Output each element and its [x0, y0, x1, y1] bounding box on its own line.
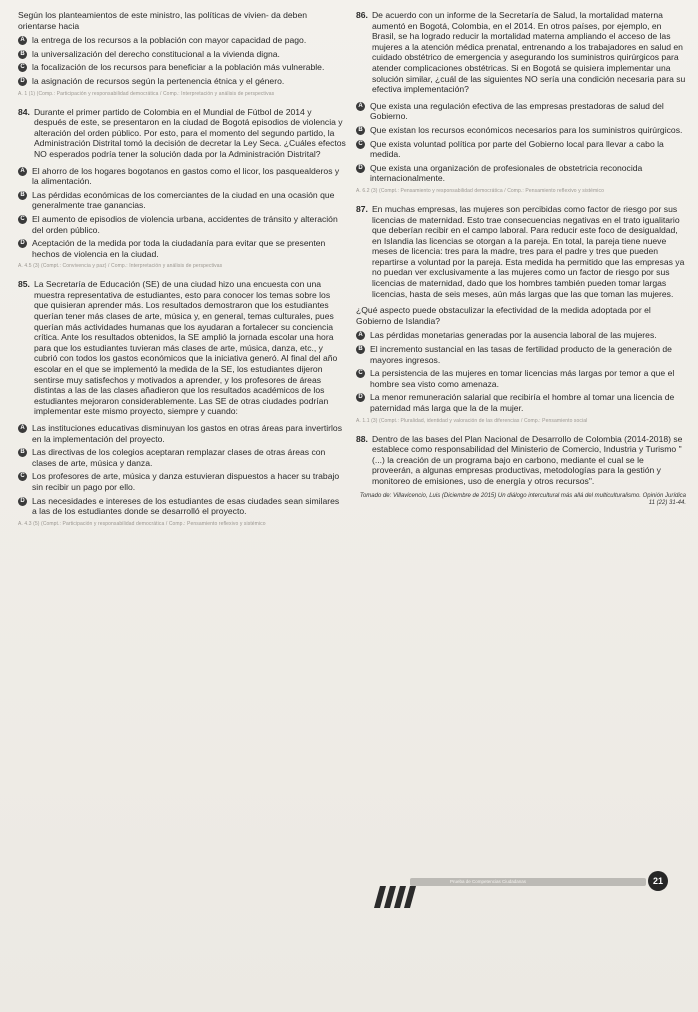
question-text: Dentro de las bases del Plan Nacional de Desarrollo de Colombia (2014-2018) se establece como responsabilidad del Ministerio de Comercio, Industria y Turismo "(...) la creación de un programa bajo en carbono, mediante el cual se le proveerán, a algunas empresas productivas, metodologías para la gestión y monitoreo de emisiones, uso de energía y otros recursos".	[371, 433, 683, 486]
footer-bar	[410, 878, 646, 886]
option-b-marker: B	[356, 126, 365, 135]
option-d[interactable]: D Aceptación de la medida por toda la ciudadanía para evitar que se presenten hechos de violencia en la ciudad.	[18, 238, 346, 259]
option-d-marker: D	[18, 239, 27, 248]
option-b[interactable]: B El incremento sustancial en las tasas de fertilidad producto de la generación de mayores ingresos.	[356, 344, 686, 365]
option-a[interactable]: A Que exista una regulación efectiva de las empresas prestadoras de salud del Gobierno.	[356, 101, 686, 122]
question-number: 84.	[18, 106, 30, 117]
page-number: 21	[648, 871, 668, 891]
question-84	[18, 107, 346, 160]
top-options	[18, 35, 346, 86]
option-c[interactable]: C Que exista voluntad política por parte del Gobierno local para llevar a cabo la medida.	[356, 139, 686, 160]
question-text: En muchas empresas, las mujeres son percibidas como factor de riesgo por sus licencias de maternidad. Esto trae consecuencias negativas en el trato igualitario que deberían recibir en el campo laboral. Para reducir este foco de desigualdad, en Islandia las licencias se otorgan a la pareja. En total, la pareja tiene nueve meses de licencia: tres para la madre, tres para el padre y tres que pueden repartirse a voluntad por la pareja. Esta medida ha permitido que las empresas ya no puedan ver exclusivamente a las mujeres como un factor de riesgo por sus licencias de maternidad, dado que los hombres también pueden tomar largas licencias, hasta de seis meses, aún más largas que las que toman las mujeres.	[371, 203, 685, 299]
left-column	[18, 10, 346, 537]
option-a-marker: A	[356, 331, 365, 340]
option-c[interactable]: C El aumento de episodios de violencia urbana, accidentes de tránsito y alteración del orden público.	[18, 214, 346, 235]
competency-meta: A. 1 (1) (Comp.: Participación y responsabilidad democrática / Comp.: Interpretación y análisis de perspectivas	[18, 90, 275, 97]
q86-options	[356, 101, 686, 184]
option-a[interactable]: A El ahorro de los hogares bogotanos en gastos como el licor, los pasquealderos y la alimentación.	[18, 166, 346, 187]
question-text: De acuerdo con un informe de la Secretaría de Salud, la mortalidad materna aumentó en Bogotá, Colombia, en el 2014. En otros países, por ejemplo, en Brasil, se ha logrado reducir la mortalidad materna ampliando el acceso de las mujeres a la atención médica prenatal, entrenando a los trabajadores en salud en cuidado obstétrico de emergencia y asegurando los suministros quirúrgicos para atender complicaciones obstétricas. Si en Bogotá se quisiera implementar una solución similar, ¿cuál de las siguientes NO sería una condición necesaria para su efectiva implementación?	[371, 10, 686, 95]
option-b-marker: B	[18, 448, 27, 457]
question-number: 85.	[18, 279, 30, 290]
option-d-marker: D	[18, 77, 27, 86]
question-number: 86.	[356, 10, 368, 20]
option-c-marker: C	[18, 472, 27, 481]
top-question-text: Según los planteamientos de este ministro, las políticas de vivien- da deben orientarse hacia	[18, 10, 308, 31]
option-d-marker: D	[356, 393, 365, 402]
competency-meta: A. 4.3 (5) (Compt.: Participación y responsabilidad democrática / Comp.: Pensamiento reflexivo y sistémico	[18, 520, 266, 527]
competency-meta: A. 1.1 (3) (Compt.: Pluralidad, identidad y valoración de las diferencias / Comp.: Pensamiento social	[356, 417, 588, 424]
option-c[interactable]: C la focalización de los recursos para beneficiar a la población más vulnerable.	[18, 62, 346, 73]
option-c-marker: C	[356, 369, 365, 378]
question-number: 87.	[356, 203, 368, 214]
question-prompt: ¿Qué aspecto puede obstaculizar la efectividad de la medida adoptada por el Gobierno de Islandia?	[356, 305, 651, 326]
option-a[interactable]: A Las instituciones educativas disminuyan los gastos en otras áreas para invertirlos en la implementación del proyecto.	[18, 423, 346, 444]
question-85	[18, 279, 346, 417]
question-text: Durante el primer partido de Colombia en el Mundial de Fútbol de 2014 y después de este, se presentaron en la ciudad de Bogotá episodios de violencia y alteración del orden público. Por esto, para el momento del segundo partido, la Administración Distrital tomó la decisión de decretar la Ley Seca. ¿Cuáles efectos NO esperados podría tener la solución dada por la Administración Distrital?	[33, 106, 346, 159]
competency-meta: A. 4.5 (3) (Compt.: Convivencia y paz) / Comp.: Interpretación y análisis de perspectivas	[18, 263, 223, 270]
competency-meta: A. 6.2 (3) (Compt.: Pensamiento y responsabilidad democrática / Comp.: Pensamiento reflexivo y sistémico	[356, 187, 605, 194]
option-b[interactable]: B Que existan los recursos económicos necesarios para los suministros quirúrgicos.	[356, 125, 686, 136]
question-88	[356, 434, 686, 487]
option-c[interactable]: C Los profesores de arte, música y danza estuvieran dispuestos a hacer su trabajo sin recibir un pago por ello.	[18, 471, 346, 492]
option-a-marker: A	[18, 36, 27, 45]
right-column	[356, 10, 686, 507]
q85-options	[18, 423, 346, 517]
option-a-marker: A	[18, 424, 27, 433]
option-c-marker: C	[18, 63, 27, 72]
option-d-marker: D	[18, 497, 27, 506]
option-d[interactable]: D la asignación de recursos según la pertenencia étnica y el género.	[18, 76, 346, 87]
question-number: 88.	[356, 433, 368, 444]
option-a-marker: A	[18, 167, 27, 176]
option-b-marker: B	[18, 191, 27, 200]
question-text: La Secretaría de Educación (SE) de una ciudad hizo una encuesta con una muestra representativa de estudiantes, esto para conocer los temas sobre los que quisieran aprender más. Los resultados demostraron que los estudiantes querían tener más clases de arte, música y, en general, temas culturales, pues querían más actividades humanas que los ayudaran a fortalecer su conciencia crítica. Ante los resultados obtenidos, la SE amplió la jornada escolar una hora para que los estudiantes tuvieran más clases de arte, música, danza, etc., y cubrió con todos los gastos económicos que la iniciativa generó. Al final del año escolar en el que se implementó la medida de la SE, los estudiantes dijeron sentirse muy satisfechos y motivados a aprender, y los profesores de áreas distintas a las de las clases añadieron que los resultados académicos de los estudiantes mejoraron considerablemente. Las SE de otras ciudades podrían implementar este mismo proyecto, siempre y cuando:	[33, 279, 338, 417]
option-c[interactable]: C La persistencia de las mujeres en tomar licencias más largas por temor a que el hombre sea visto como amenaza.	[356, 368, 686, 389]
decorative-stripes	[368, 886, 424, 908]
option-d-marker: D	[356, 164, 365, 173]
option-c-marker: C	[356, 140, 365, 149]
question-86	[356, 10, 686, 95]
option-a[interactable]: A la entrega de los recursos a la población con mayor capacidad de pago.	[18, 35, 346, 46]
option-d[interactable]: D Las necesidades e intereses de los estudiantes de esas ciudades sean similares a las de los estudiantes donde se desarrolló el proyecto.	[18, 496, 346, 517]
option-a-marker: A	[356, 102, 365, 111]
q84-options	[18, 166, 346, 260]
option-d[interactable]: D La menor remuneración salarial que recibiría el hombre al tomar una licencia de paternidad más larga que la de la mujer.	[356, 392, 686, 413]
footer-text: Prueba de Competencias Ciudadanas	[450, 879, 527, 884]
option-b[interactable]: B Las pérdidas económicas de los comerciantes de la ciudad en una ocasión que generalmente trae ganancias.	[18, 190, 346, 211]
question-87	[356, 204, 686, 299]
option-b-marker: B	[18, 50, 27, 59]
option-b[interactable]: B la universalización del derecho constitucional a la vivienda digna.	[18, 49, 346, 60]
source-citation: Tomado de: Villavicencio, Luis (Diciembre de 2015) Un diálogo intercultural más allá del multiculturalismo. Opinión Jurídica 11 (22) 31-44.	[359, 492, 686, 506]
option-d[interactable]: D Que exista una organización de profesionales de obstetricia reconocida internacionalmente.	[356, 163, 686, 184]
option-c-marker: C	[18, 215, 27, 224]
option-a[interactable]: A Las pérdidas monetarias generadas por la ausencia laboral de las mujeres.	[356, 330, 686, 341]
option-b[interactable]: B Las directivas de los colegios aceptaran remplazar clases de otras áreas con clases de arte, música y danza.	[18, 447, 346, 468]
option-b-marker: B	[356, 345, 365, 354]
q87-options	[356, 330, 686, 413]
